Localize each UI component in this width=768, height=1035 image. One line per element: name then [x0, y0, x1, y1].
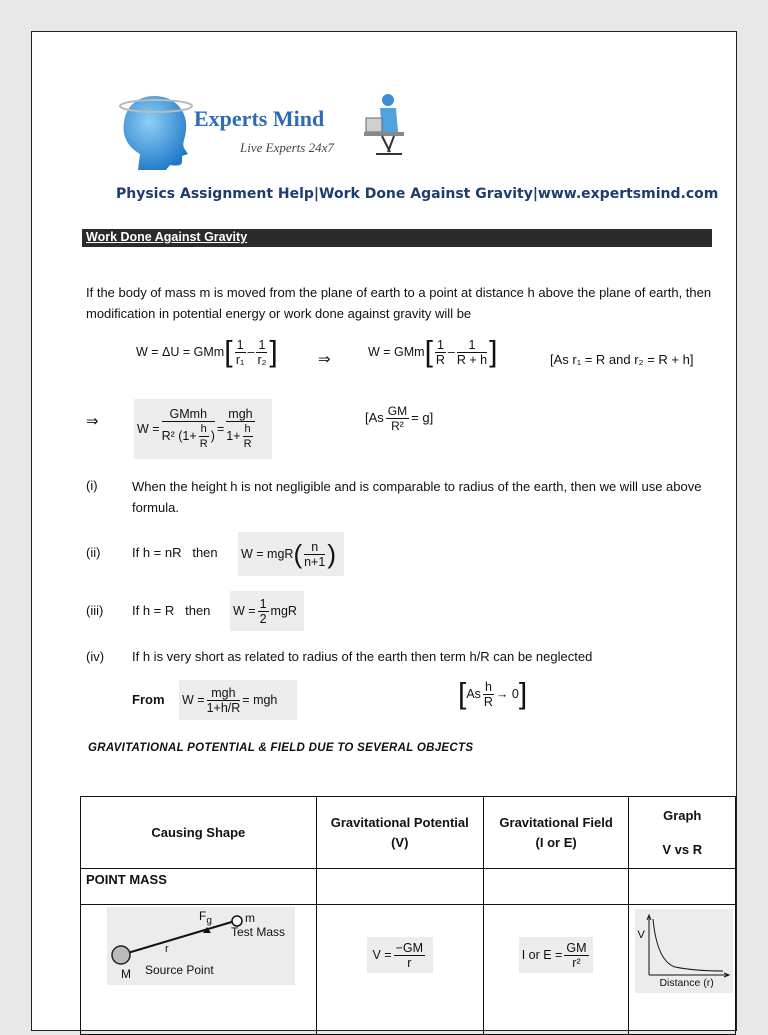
equation-from-box	[179, 680, 297, 720]
field-den: r²	[572, 955, 581, 970]
eq3-inner-R: R	[199, 438, 208, 450]
equation-work-delta-u: W = ΔU = GMm[ $\frac{1}{\text{r₁}}$ – $\frac{1}{\text{r₂}}$ ]	[136, 335, 278, 369]
from-num: mgh	[207, 686, 241, 701]
test-mass-m: m	[245, 911, 255, 925]
item-iii-num: 1	[259, 596, 267, 611]
table-row-point-mass-label	[81, 869, 736, 905]
item-ii-den: n+1	[304, 554, 326, 569]
eq3-lhs: W =	[137, 422, 160, 436]
source-point-label: Source Point	[145, 963, 214, 977]
row-label-point-mass: POINT MASS	[81, 869, 317, 905]
note2-prefix: [As	[365, 409, 384, 425]
equation-h-equals-R-box	[230, 591, 304, 631]
empty-cell	[629, 869, 736, 905]
from-note-num: h	[484, 680, 492, 694]
document-page	[31, 31, 737, 1031]
potential-formula-box	[367, 937, 433, 973]
eq3-inner-h: h	[200, 423, 207, 435]
eq3-frac1-den-b: )	[210, 428, 215, 443]
eq3-frac1-num: GMmh	[162, 407, 215, 422]
graph-x-label: Distance (r)	[659, 977, 714, 989]
brand-name: Experts Mind	[194, 106, 325, 131]
item-i-text: When the height h is not negligible and is comparable to radius of the earth, then we will use above formula.	[132, 479, 702, 515]
header-causing-shape: Causing Shape	[81, 797, 317, 869]
from-den: 1+h/R	[206, 700, 241, 715]
eq2-frac2-den: R + h	[456, 353, 488, 367]
computer-user-icon	[362, 92, 408, 160]
item-ii-num: n	[304, 540, 325, 555]
from-note-suffix: → 0	[495, 686, 519, 701]
note-gm-equals-g	[365, 404, 433, 433]
page-headline: Physics Assignment Help|Work Done Against Gravity|www.expertsmind.com	[116, 186, 719, 202]
eq2-lhs: W = GMm	[368, 344, 425, 359]
potential-den: r	[407, 955, 412, 970]
header-field: Gravitational Field (I or E)	[483, 797, 629, 869]
potential-curve	[653, 919, 723, 971]
cell-field	[483, 905, 629, 1035]
eq3-frac2-num: mgh	[226, 407, 254, 422]
eq3-frac2-den-a: 1+	[226, 428, 241, 443]
item-iv-text: If h is very short as related to radius of the earth then term h/R can be neglected	[132, 649, 593, 664]
brand-tagline: Live Experts 24x7	[240, 140, 334, 155]
eq3-inner2-h: h	[244, 423, 251, 435]
subheading-potential-field: GRAVITATIONAL POTENTIAL & FIELD DUE TO SEVERAL OBJECTS	[88, 742, 474, 754]
cell-potential	[316, 905, 483, 1035]
cell-diagram	[81, 905, 317, 1035]
item-iv-marker: (iv)	[86, 649, 105, 664]
from-note-den: R	[483, 695, 493, 709]
field-num: GM	[566, 940, 587, 955]
point-mass-diagram	[107, 907, 295, 985]
item-iii-lhs: W =	[233, 604, 256, 618]
eq1-frac1-den: r₁	[235, 353, 245, 367]
item-iii-rhs: mgR	[270, 604, 297, 618]
source-mass-icon	[112, 946, 130, 964]
from-label: From	[132, 692, 165, 707]
head-logo-icon	[116, 90, 194, 172]
separation-line	[121, 921, 235, 955]
item-ii-lhs: W = mgR	[241, 547, 294, 561]
eq1-frac1-num: 1	[236, 338, 244, 352]
eq1-frac2-num: 1	[258, 338, 266, 352]
force-label	[199, 909, 212, 926]
item-iii-den: 2	[259, 611, 267, 626]
force-F: F	[199, 909, 207, 923]
equation-h-equals-nR-box: W = mgR ( $\frac{n}{n+1}$ )	[238, 532, 344, 576]
equation-work-gmm: W = GMm[ $\frac{1}{R}$ – $\frac{1}{R + h}$ ]	[368, 335, 498, 369]
eq3-equals: =	[216, 422, 225, 436]
eq2-frac1-num: 1	[436, 338, 444, 352]
from-note-prefix: As	[466, 686, 481, 701]
source-M-label: M	[121, 967, 131, 981]
item-ii-text: If h = nR then	[132, 545, 218, 560]
potential-lhs: V =	[372, 948, 392, 962]
note2-den: R²	[391, 419, 404, 433]
header-graph-title: Graph	[663, 807, 702, 823]
empty-cell	[316, 869, 483, 905]
field-lhs: I or E =	[521, 948, 563, 962]
item-i-marker: (i)	[86, 478, 98, 493]
empty-cell	[483, 869, 629, 905]
eq3-inner2-R: R	[243, 438, 252, 450]
note-h-over-R-to-zero: [As $\frac{h}{R}$ → 0]	[458, 677, 528, 711]
potential-graph	[635, 909, 733, 993]
intro-paragraph: If the body of mass m is moved from the plane of earth to a point at distance h above the plane of earth, then modification in potential energy or work done against gravity will be	[86, 285, 712, 321]
note2-num: GM	[387, 404, 408, 418]
implies-arrow-1: ⇒	[318, 351, 331, 368]
item-iii-text: If h = R then	[132, 603, 211, 618]
field-formula-box	[519, 937, 593, 973]
equation-work-mgh-box	[134, 399, 272, 459]
graph-y-label: V	[637, 929, 645, 941]
from-lhs: W =	[182, 693, 205, 707]
eq2-frac2-num: 1	[457, 338, 487, 353]
item-ii-marker: (ii)	[86, 545, 101, 560]
eq1-lhs: W = ΔU = GMm	[136, 344, 225, 359]
item-iii-marker: (iii)	[86, 603, 104, 618]
header-graph	[629, 797, 736, 869]
implies-arrow-2: ⇒	[86, 413, 99, 430]
eq2-frac1-den: R	[435, 353, 445, 367]
cell-graph	[629, 905, 736, 1035]
table-header-row	[81, 797, 736, 869]
header-potential: Gravitational Potential (V)	[316, 797, 483, 869]
eq1-frac2-den: r₂	[257, 353, 267, 367]
table-row-point-mass	[81, 905, 736, 1035]
force-sub: g	[206, 915, 212, 927]
note2-suffix: = g]	[411, 409, 434, 425]
section-title-bar: Work Done Against Gravity	[82, 229, 712, 247]
test-mass-label: Test Mass	[231, 925, 286, 939]
eq3-frac1-den-a: R² (1+	[161, 428, 197, 443]
distance-r-label: r	[165, 943, 169, 955]
note-radius-substitution: [As r₁ = R and r₂ = R + h]	[550, 352, 694, 367]
from-rhs: = mgh	[242, 693, 278, 707]
header-graph-sub: V vs R	[662, 841, 703, 857]
potential-field-table	[80, 796, 736, 1035]
potential-num: −GM	[395, 940, 424, 955]
